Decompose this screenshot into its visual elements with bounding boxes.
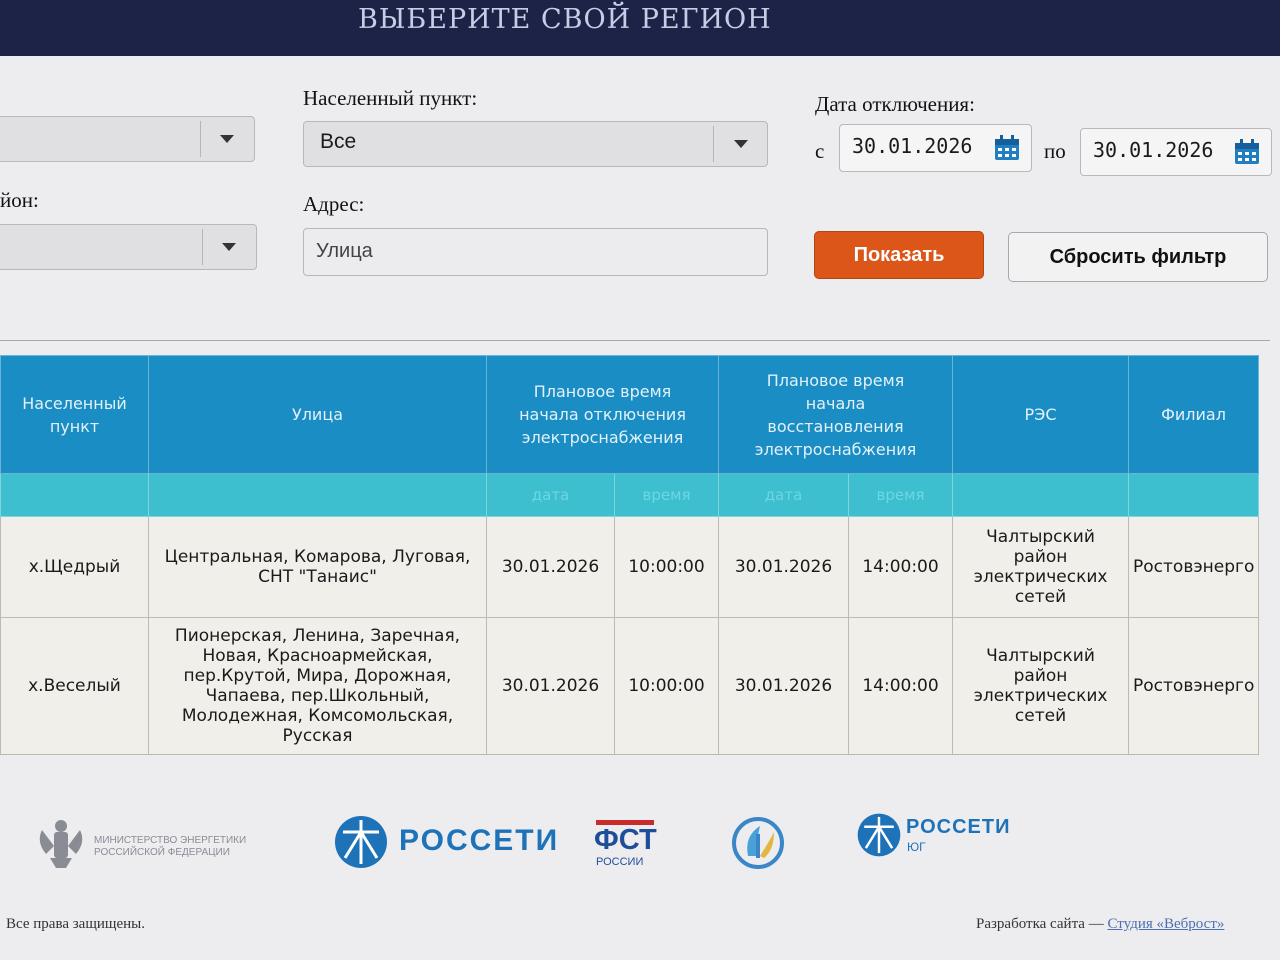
date-to-label: по	[1044, 139, 1066, 163]
subheader-date: дата	[487, 474, 615, 517]
subheader-empty	[953, 474, 1129, 517]
cell-off-date: 30.01.2026	[487, 517, 615, 618]
date-to-input[interactable]	[1080, 128, 1272, 176]
table-row	[1, 618, 1259, 755]
district-label: йон:	[0, 188, 39, 212]
date-from-input[interactable]	[839, 124, 1032, 172]
coat-of-arms-icon	[32, 816, 90, 872]
cell-off-date: 30.01.2026	[487, 618, 615, 755]
district-select[interactable]	[0, 224, 257, 270]
copyright-text: Все права защищены.	[6, 916, 145, 932]
col-header-res[interactable]: РЭС	[953, 356, 1129, 474]
chevron-down-icon[interactable]	[220, 135, 234, 143]
cell-res: Чалтырский район электрических сетей	[953, 618, 1129, 755]
developer-prefix: Разработка сайта —	[976, 916, 1104, 932]
header-banner	[0, 0, 1280, 56]
cell-res: Чалтырский район электрических сетей	[953, 517, 1129, 618]
cell-on-date: 30.01.2026	[719, 517, 849, 618]
rosseti-yug-text: РОССЕТИ	[906, 816, 1011, 838]
cell-street: Центральная, Комарова, Луговая, СНТ "Танаис"	[149, 517, 487, 618]
settlement-select[interactable]	[303, 121, 768, 167]
subheader-date: дата	[719, 474, 849, 517]
col-header-planned-on[interactable]: Плановое время начала восстановления электроснабжения	[719, 356, 953, 474]
cell-branch: Ростовэнерго	[1129, 517, 1259, 618]
cell-off-time: 10:00:00	[615, 517, 719, 618]
subheader-empty	[1, 474, 149, 517]
developer-link[interactable]: Студия «Веброст»	[1107, 916, 1225, 932]
minenergo-text-1: МИНИСТЕРСТВО ЭНЕРГЕТИКИ	[94, 835, 247, 846]
date-to-value: 30.01.2026	[1093, 138, 1214, 162]
region-select[interactable]	[0, 116, 255, 162]
cell-street: Пионерская, Ленина, Заречная, Новая, Красноармейская, пер.Крутой, Мира, Дорожная, Чапаева, пер.Школьный, Молодежная, Комсомольская, Русская	[149, 618, 487, 755]
settlement-select-separator	[713, 126, 714, 162]
rosseti-text: РОССЕТИ	[399, 824, 560, 857]
district-select-separator	[202, 229, 203, 265]
rosseti-yug-sub: ЮГ	[907, 840, 926, 854]
chevron-down-icon[interactable]	[222, 243, 236, 251]
minenergo-text-2: РОССИЙСКОЙ ФЕДЕРАЦИИ	[94, 847, 230, 858]
subheader-time: время	[849, 474, 953, 517]
fst-sub-text: РОССИИ	[596, 856, 644, 868]
cell-settlement: х.Веселый	[1, 618, 149, 755]
table-header-row	[1, 356, 1259, 474]
col-header-street[interactable]: Улица	[149, 356, 487, 474]
subheader-empty	[1129, 474, 1259, 517]
cell-settlement: х.Щедрый	[1, 517, 149, 618]
address-input[interactable]	[303, 228, 768, 276]
round-partner-logo[interactable]	[730, 816, 786, 874]
col-header-settlement[interactable]: Населенный пункт	[1, 356, 149, 474]
chevron-down-icon[interactable]	[734, 140, 748, 148]
subheader-time: время	[615, 474, 719, 517]
cell-on-date: 30.01.2026	[719, 618, 849, 755]
cell-off-time: 10:00:00	[615, 618, 719, 755]
col-header-branch[interactable]: Филиал	[1129, 356, 1259, 474]
cell-branch: Ростовэнерго	[1129, 618, 1259, 755]
date-from-label: с	[815, 139, 825, 163]
region-select-separator	[200, 121, 201, 157]
settlement-select-value: Все	[320, 130, 357, 153]
cell-on-time: 14:00:00	[849, 618, 953, 755]
calendar-icon[interactable]	[1233, 138, 1261, 166]
calendar-icon[interactable]	[993, 134, 1021, 162]
rosseti-emblem-icon	[856, 812, 902, 858]
cell-on-time: 14:00:00	[849, 517, 953, 618]
divider	[0, 340, 1270, 341]
address-label: Адрес:	[303, 192, 365, 216]
page-title: ВЫБЕРИТЕ СВОЙ РЕГИОН	[358, 4, 772, 35]
reset-filter-button[interactable]: Сбросить фильтр	[1008, 232, 1268, 282]
leaf-emblem-icon	[730, 816, 786, 870]
date-from-value: 30.01.2026	[852, 134, 973, 158]
show-button[interactable]: Показать	[814, 231, 984, 279]
outage-table	[0, 355, 1259, 755]
col-header-planned-off[interactable]: Плановое время начала отключения электроснабжения	[487, 356, 719, 474]
date-label: Дата отключения:	[815, 92, 975, 116]
developer-credit	[976, 916, 1224, 933]
table-subheader-row	[1, 474, 1259, 517]
table-row	[1, 517, 1259, 618]
address-placeholder: Улица	[316, 240, 373, 262]
rosseti-emblem-icon	[333, 814, 389, 870]
fst-text: ФСТ	[594, 824, 657, 856]
settlement-label: Населенный пункт:	[303, 86, 478, 110]
subheader-empty	[149, 474, 487, 517]
